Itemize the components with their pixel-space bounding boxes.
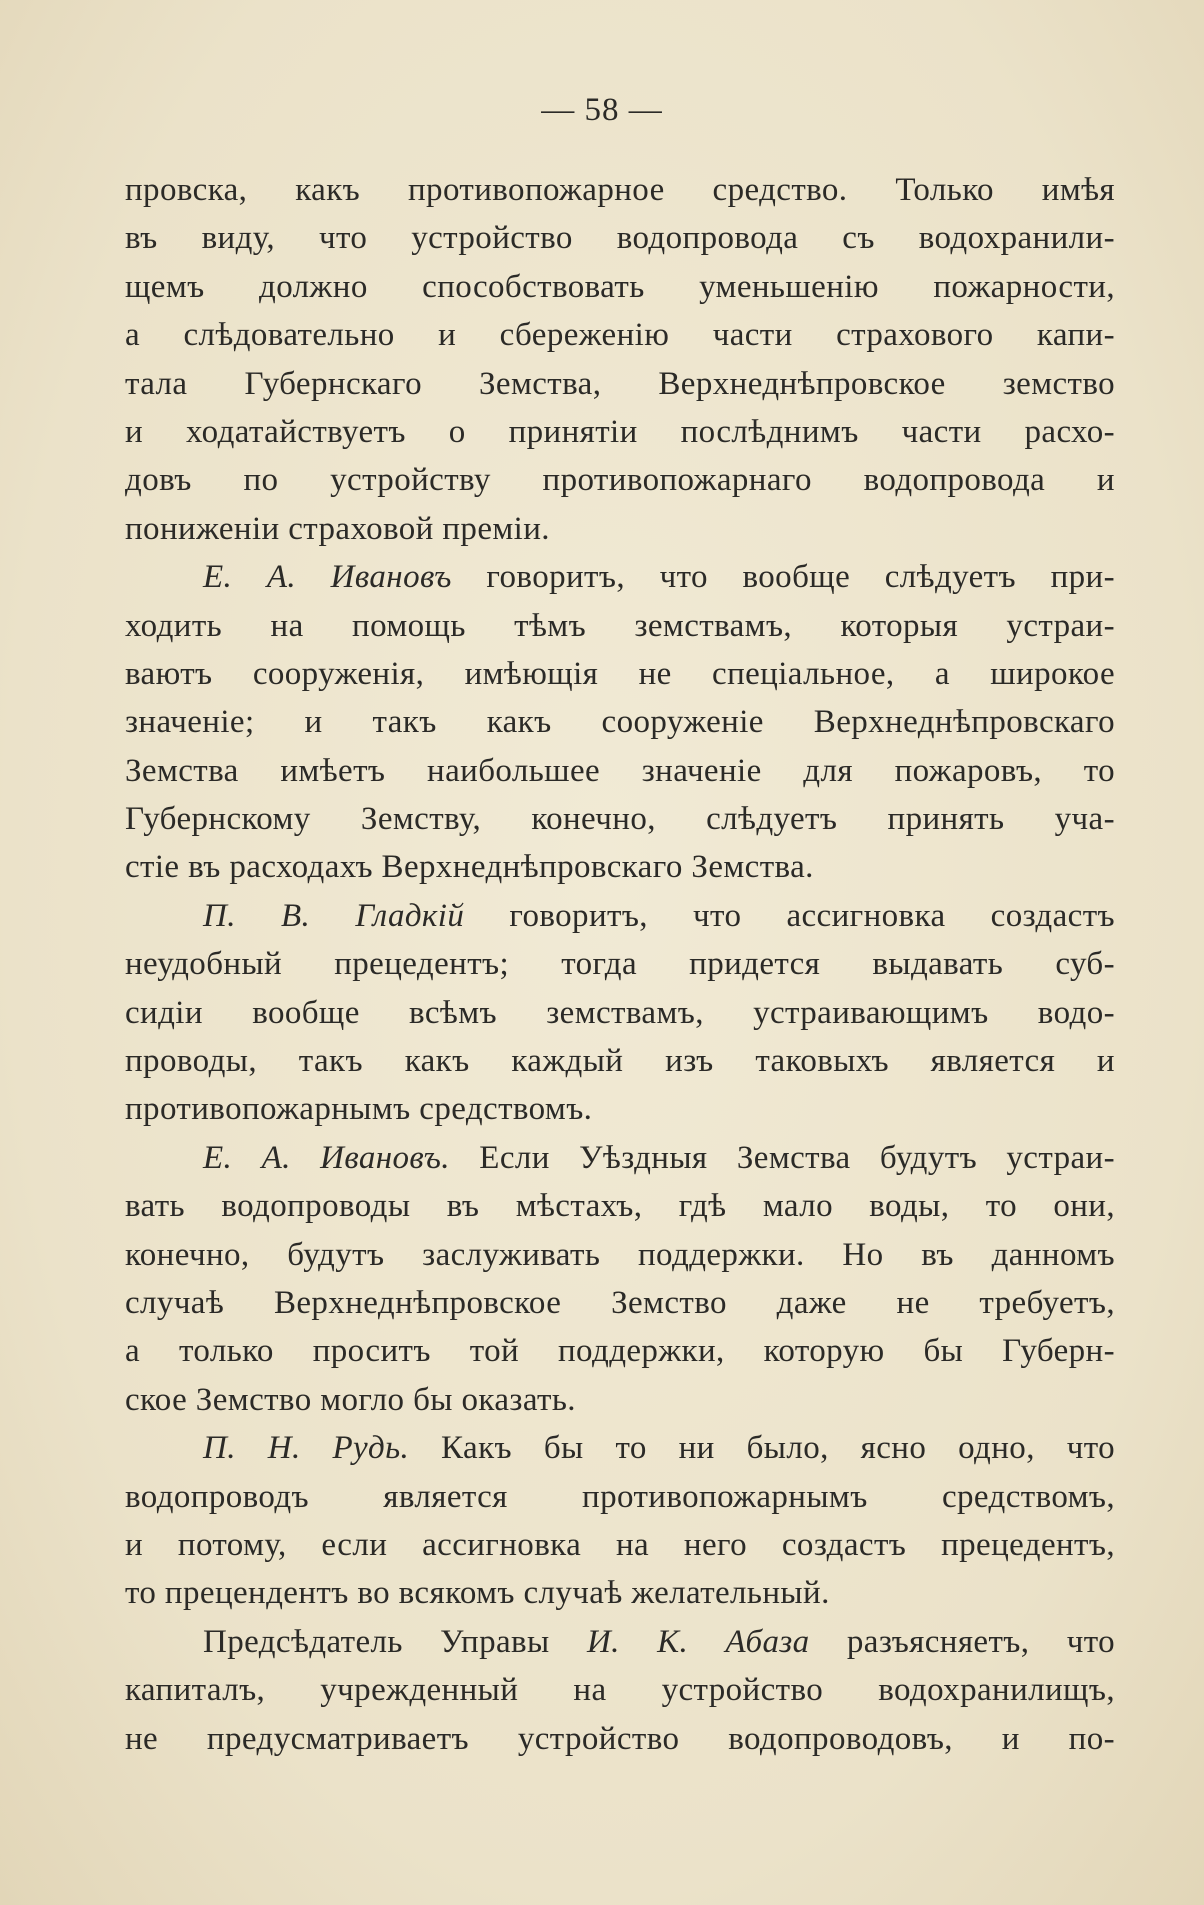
text-line-first: [125, 892, 1115, 940]
text-line: и потому, если ассигновка на него создастъ прецедентъ,: [125, 1526, 1115, 1563]
first-line-rest: говоритъ, что ассигновка создастъ: [509, 897, 1116, 934]
speaker-name: И. К. Абаза: [586, 1623, 810, 1660]
speaker-name: П. Н. Рудь.: [203, 1430, 410, 1467]
speaker-name: П. В. Гладкій: [203, 897, 465, 934]
text-line: пониженіи страховой преміи.: [125, 510, 550, 547]
text-line: ское Земство могло бы оказать.: [125, 1381, 576, 1418]
text-line: тала Губернскаго Земства, Верхнеднѣпровское земство: [125, 365, 1115, 402]
text-line: конечно, будутъ заслуживать поддержки. Но въ данномъ: [125, 1236, 1115, 1273]
speaker-name: Е. А. Ивановъ: [203, 559, 452, 596]
text-line: и ходатайствуетъ о принятіи послѣднимъ части расхо-: [125, 413, 1115, 450]
text-line: ходить на помощь тѣмъ земствамъ, которыя устраи-: [125, 607, 1115, 644]
text-line: противопожарнымъ средствомъ.: [125, 1091, 593, 1128]
first-line-rest: говоритъ, что вообще слѣдуетъ при-: [486, 559, 1115, 596]
text-line: проводы, такъ какъ каждый изъ таковыхъ является и: [125, 1043, 1115, 1080]
text-line: а только проситъ той поддержки, которую бы Губерн-: [125, 1333, 1115, 1370]
paragraph-1: [125, 166, 1115, 553]
text-line: а слѣдовательно и сбереженію части страхового капи-: [125, 317, 1115, 354]
text-line: сидіи вообще всѣмъ земствамъ, устраивающимъ водо-: [125, 994, 1115, 1031]
text-line: въ виду, что устройство водопровода съ водохранили-: [125, 220, 1115, 257]
paragraph-3: [125, 892, 1115, 1134]
body-text: [125, 166, 1115, 1763]
first-line-rest: Если Уѣздныя Земства будутъ устраи-: [479, 1139, 1115, 1176]
text-line: стіе въ расходахъ Верхнеднѣпровскаго Земства.: [125, 849, 814, 886]
page-number: — 58 —: [541, 92, 663, 128]
text-line: ваютъ сооруженія, имѣющія не спеціальное, а широкое: [125, 655, 1115, 692]
text-line: то прецендентъ во всякомъ случаѣ желательный.: [125, 1575, 830, 1612]
text-line: провска, какъ противопожарное средство. Только имѣя: [125, 172, 1115, 208]
speaker-name: Е. А. Ивановъ.: [203, 1139, 450, 1176]
paragraph-6: [125, 1618, 1115, 1763]
text-line: случаѣ Верхнеднѣпровское Земство даже не требуетъ,: [125, 1284, 1115, 1321]
text-line: довъ по устройству противопожарнаго водопровода и: [125, 462, 1115, 499]
first-line-lead: Предсѣдатель Управы: [203, 1623, 550, 1660]
text-line: водопроводъ является противопожарнымъ средствомъ,: [125, 1478, 1115, 1515]
text-line-first: [125, 1134, 1115, 1182]
text-line-first: [125, 1618, 1115, 1666]
paragraph-2: [125, 553, 1115, 892]
first-line-rest: разъясняетъ, что: [846, 1623, 1116, 1660]
text-line: вать водопроводы въ мѣстахъ, гдѣ мало воды, то они,: [125, 1188, 1115, 1225]
paragraph-4: [125, 1134, 1115, 1424]
text-line: Земства имѣетъ наибольшее значеніе для пожаровъ, то: [125, 752, 1115, 789]
paragraph-5: [125, 1424, 1115, 1618]
text-line-first: [125, 553, 1115, 601]
text-line: значеніе; и такъ какъ сооруженіе Верхнеднѣпровскаго: [125, 704, 1115, 741]
text-line: щемъ должно способствовать уменьшенію пожарности,: [125, 268, 1115, 305]
first-line-rest: Какъ бы то ни было, ясно одно, что: [441, 1430, 1116, 1467]
text-line-first: [125, 1424, 1115, 1472]
text-line: капиталъ, учрежденный на устройство водохранилищъ,: [125, 1672, 1115, 1709]
text-line: неудобный прецедентъ; тогда придется выдавать суб-: [125, 946, 1115, 983]
text-line: не предусматриваетъ устройство водопроводовъ, и по-: [125, 1720, 1115, 1757]
text-line: Губернскому Земству, конечно, слѣдуетъ принять уча-: [125, 801, 1115, 838]
